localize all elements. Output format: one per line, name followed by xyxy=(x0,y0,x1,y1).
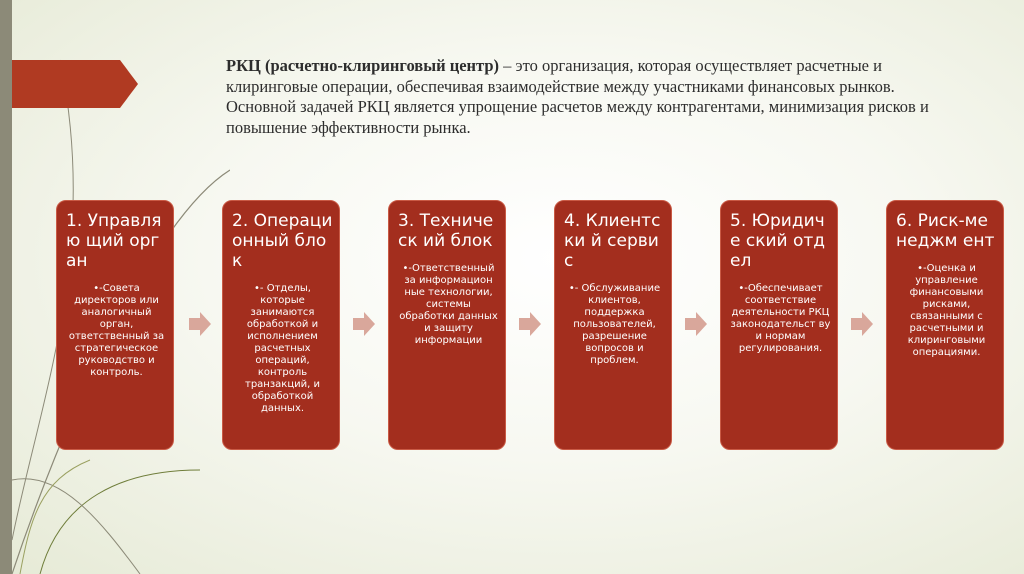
flow-arrow-icon xyxy=(685,312,707,336)
step-card-1 xyxy=(56,200,174,450)
step-card-2 xyxy=(222,200,340,450)
step-desc-1: •-Совета директоров или аналогичный орган, ответственный за стратегическое руководство и контроль. xyxy=(68,283,165,378)
step-card-6 xyxy=(886,200,1004,450)
flow-arrow-icon xyxy=(189,312,211,336)
step-title-6: 6. Риск-менеджм ент xyxy=(896,211,995,251)
step-title-1: 1. Управляю щий орган xyxy=(66,211,162,271)
step-desc-3: •-Ответственный за информацион ные технологии, системы обработки данных и защиту информации xyxy=(399,263,498,346)
step-card-4 xyxy=(554,200,672,450)
step-title-3: 3. Техническ ий блок xyxy=(398,211,494,251)
intro-term: РКЦ (расчетно-клиринговый центр) xyxy=(226,56,500,75)
flow-arrow-icon xyxy=(851,312,873,336)
step-desc-2: •- Отделы, которые занимаются обработкой и исполнением расчетных операций, контроль транзакций, и обработкой данных. xyxy=(245,283,320,414)
flow-arrow-icon xyxy=(353,312,375,336)
title-tab-arrow xyxy=(0,60,140,110)
step-title-5: 5. Юридиче ский отдел xyxy=(730,211,826,271)
step-title-4: 4. Клиентски й сервис xyxy=(564,211,661,271)
step-desc-4: •- Обслуживание клиентов, поддержка пользователей, разрешение вопросов и проблем. xyxy=(568,283,661,366)
step-desc-5: •-Обеспечивает соответствие деятельности РКЦ законодательст ву и нормам регулирования. xyxy=(730,283,831,354)
step-title-2: 2. Операци онный блок xyxy=(232,211,333,271)
intro-definition: – это организация, которая осуществляет расчетные и клиринговые операции, обеспечивая взаимодействие между участниками финансовых рынков. Основной задачей РКЦ является упрощение расчетов между контрагентами, минимизация рисков и повышение эффективности рынка. xyxy=(226,56,929,137)
flow-arrow-icon xyxy=(519,312,541,336)
intro-paragraph xyxy=(226,56,946,138)
step-card-5 xyxy=(720,200,838,450)
step-desc-6: •-Оценка и управление финансовыми рисками, связанными с расчетными и клиринговыми операциями. xyxy=(907,263,986,358)
step-card-3 xyxy=(388,200,506,450)
